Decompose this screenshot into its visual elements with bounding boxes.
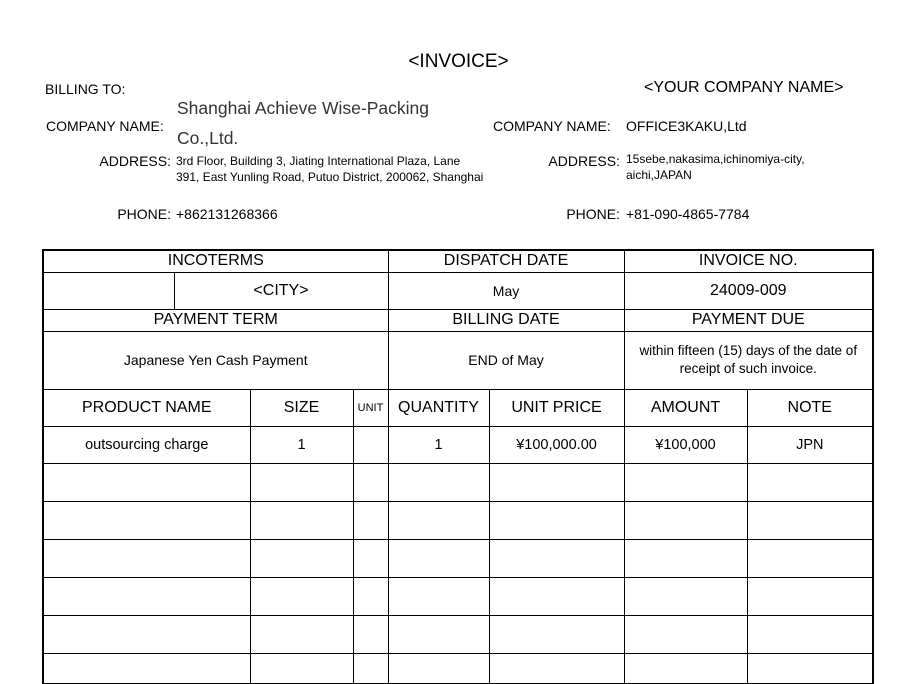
item-unit-price: ¥100,000.00 [489,426,624,463]
seller-address-label: ADDRESS: [548,153,620,169]
empty-cell [624,577,747,615]
empty-cell [624,653,747,683]
client-address-label: ADDRESS: [99,153,171,169]
payment-term-header: PAYMENT TERM [43,309,388,331]
col-size: SIZE [250,389,353,426]
invoice-no-header: INVOICE NO. [624,250,873,272]
col-unit-price: UNIT PRICE [489,389,624,426]
col-unit: UNIT [353,389,388,426]
incoterms-header: INCOTERMS [43,250,388,272]
empty-cell [388,615,489,653]
payment-term-value: Japanese Yen Cash Payment [43,331,388,389]
seller-company-label: COMPANY NAME: [493,118,611,134]
empty-cell [43,463,250,501]
dispatch-date-header: DISPATCH DATE [388,250,624,272]
empty-cell [250,539,353,577]
invoice-table [42,249,874,684]
column-header-row [43,389,873,426]
empty-row [43,501,873,539]
empty-cell [624,615,747,653]
empty-cell [250,653,353,683]
item-amount: ¥100,000 [624,426,747,463]
empty-cell [747,539,873,577]
client-phone-value: +862131268366 [176,206,278,222]
value-row-1 [43,272,873,309]
payment-due-header: PAYMENT DUE [624,309,873,331]
client-address-value: 3rd Floor, Building 3, Jiating International Plaza, Lane 391, East Yunling Road, Putuo District, 200062, Shanghai [176,154,484,184]
invoice-no-value: 24009-009 [624,272,873,309]
seller-address-value: 15sebe,nakasima,ichinomiya-city, aichi,JAPAN [626,152,805,182]
empty-row [43,577,873,615]
empty-cell [250,577,353,615]
empty-cell [353,463,388,501]
empty-cell [353,653,388,683]
empty-cell [489,615,624,653]
empty-cell [43,653,250,683]
empty-cell [388,577,489,615]
city-cell: <CITY> [174,272,388,309]
empty-cell [388,653,489,683]
header-row-1 [43,250,873,272]
item-size: 1 [250,426,353,463]
empty-cell [353,501,388,539]
empty-cell [489,463,624,501]
table-row [43,426,873,463]
col-quantity: QUANTITY [388,389,489,426]
empty-cell [624,539,747,577]
empty-row [43,463,873,501]
empty-cell [43,501,250,539]
empty-row [43,615,873,653]
empty-cell [489,653,624,683]
item-note: JPN [747,426,873,463]
client-company-label: COMPANY NAME: [46,118,164,134]
billing-date-value: END of May [388,331,624,389]
empty-cell [353,615,388,653]
item-quantity: 1 [388,426,489,463]
value-row-2 [43,331,873,389]
empty-cell [624,463,747,501]
item-unit [353,426,388,463]
your-company-header: <YOUR COMPANY NAME> [644,79,844,96]
billing-date-header: BILLING DATE [388,309,624,331]
empty-cell [43,577,250,615]
incoterms-term-cell [43,272,174,309]
col-product-name: PRODUCT NAME [43,389,250,426]
item-product-name: outsourcing charge [43,426,250,463]
empty-cell [747,501,873,539]
seller-company-value: OFFICE3KAKU,Ltd [626,118,747,134]
empty-cell [353,539,388,577]
empty-cell [747,463,873,501]
empty-cell [250,615,353,653]
seller-phone-label: PHONE: [566,206,620,222]
client-company-value: Shanghai Achieve Wise-Packing Co.,Ltd. [177,98,429,148]
empty-cell [489,501,624,539]
empty-cell [388,539,489,577]
header-row-2 [43,309,873,331]
dispatch-date-value: May [388,272,624,309]
empty-cell [747,653,873,683]
empty-cell [353,577,388,615]
empty-cell [43,615,250,653]
seller-phone-value: +81-090-4865-7784 [626,206,750,222]
client-phone-label: PHONE: [117,206,171,222]
invoice-title: <INVOICE> [408,51,509,72]
billing-to-label: BILLING TO: [45,81,126,97]
col-amount: AMOUNT [624,389,747,426]
empty-row [43,539,873,577]
col-note: NOTE [747,389,873,426]
payment-due-value: within fifteen (15) days of the date of receipt of such invoice. [624,331,873,389]
empty-cell [747,577,873,615]
empty-cell [388,501,489,539]
empty-cell [43,539,250,577]
empty-cell [489,539,624,577]
empty-cell [388,463,489,501]
empty-cell [250,463,353,501]
empty-cell [747,615,873,653]
empty-cell [489,577,624,615]
empty-cell [624,501,747,539]
empty-cell [250,501,353,539]
empty-row [43,653,873,683]
